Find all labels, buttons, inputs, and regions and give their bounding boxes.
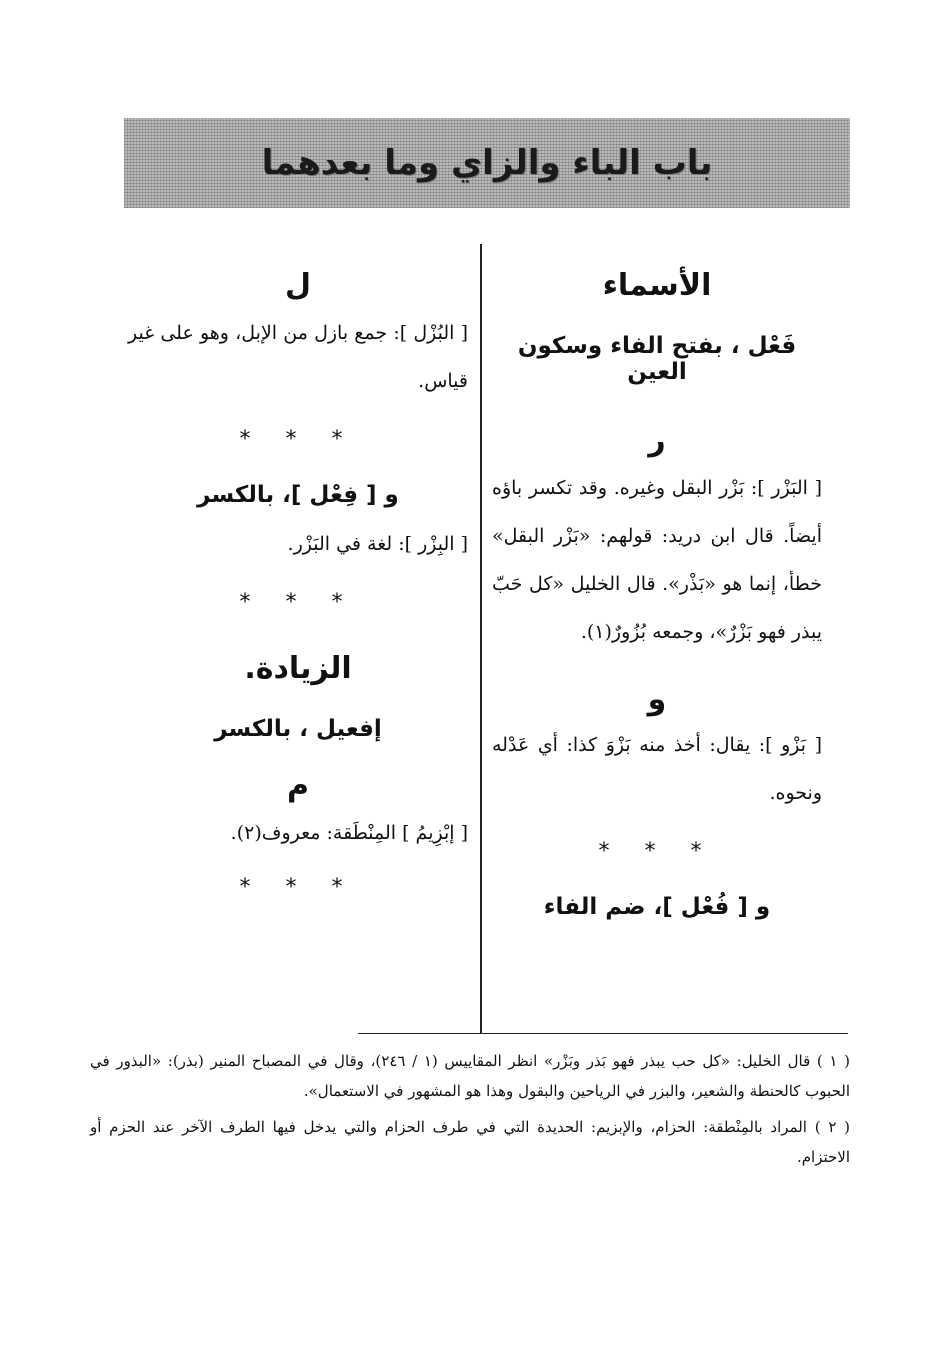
section-heading-nouns: الأسماء xyxy=(602,268,712,303)
entry-bazw: [ بَزْو ]: يقال: أخذ منه بَزْوَ كذا: أي عَدْله ونحوه. xyxy=(492,734,822,804)
chapter-title-band xyxy=(124,118,850,208)
footnote-rule xyxy=(358,1033,848,1034)
section-separator-stars: * * * xyxy=(239,427,357,452)
left-column xyxy=(128,240,468,900)
chapter-title: باب الباء والزاي وما بعدهما xyxy=(261,143,713,183)
entry-ibzim: [ إبْزِيمُ ] المِنْطَقة: معروف(٢). xyxy=(230,822,468,844)
section-heading-augmented: الزيادة. xyxy=(244,651,352,686)
pattern-heading-ful: و [ فُعْل ]، ضم الفاء xyxy=(543,894,771,920)
entry-bazr: [ البَزْر ]: بَزْر البقل وغيره. وقد تكسر باؤه أيضاً. قال ابن دريد: قولهم: «بَزْر البقل» خطأ، إنما هو «بَذْر». قال الخليل «كل حَبّ يبذر فهو بَزْرٌ»، وجمعه بُزُورٌ(١). xyxy=(492,477,822,643)
letter-heading-r: ر xyxy=(648,423,666,458)
footnotes xyxy=(90,1046,850,1178)
pattern-heading-fil: و [ فِعْل ]، بالكسر xyxy=(197,482,399,508)
letter-heading-l: ل xyxy=(284,268,312,303)
entry-bizr: [ البِزْر ]: لغة في البَزْر. xyxy=(287,533,468,555)
pattern-heading-ifil: إفعيل ، بالكسر xyxy=(214,716,382,742)
letter-heading-w: و xyxy=(647,682,667,717)
right-column xyxy=(492,240,822,920)
entry-buzl: [ البُزْل ]: جمع بازل من الإبل، وهو على غير قياس. xyxy=(128,322,468,392)
footnote-2: ( ٢ ) المراد بالمِنْطقة: الحزام، والإبزيم: الحديدة التي في طرف الحزام والتي يدخل فيها الطرف الآخر عند الحزم أو الاحتزام. xyxy=(90,1118,850,1166)
letter-heading-m: م xyxy=(287,768,309,803)
section-separator-stars: * * * xyxy=(239,875,357,900)
pattern-heading-fal: فَعْل ، بفتح الفاء وسكون العين xyxy=(517,333,797,385)
section-separator-stars: * * * xyxy=(239,590,357,615)
section-separator-stars: * * * xyxy=(598,839,716,864)
footnote-1: ( ١ ) قال الخليل: «كل حب يبذر فهو بَذر وبَزْر» انظر المقاييس (١ / ٢٤٦)، وقال في المصباح المنير (بذر): «البذور في الحبوب كالحنطة والشعير، والبزر في الرياحين والبقول وهذا هو المشهور في الاستعمال». xyxy=(90,1052,850,1100)
column-divider xyxy=(480,244,482,1034)
